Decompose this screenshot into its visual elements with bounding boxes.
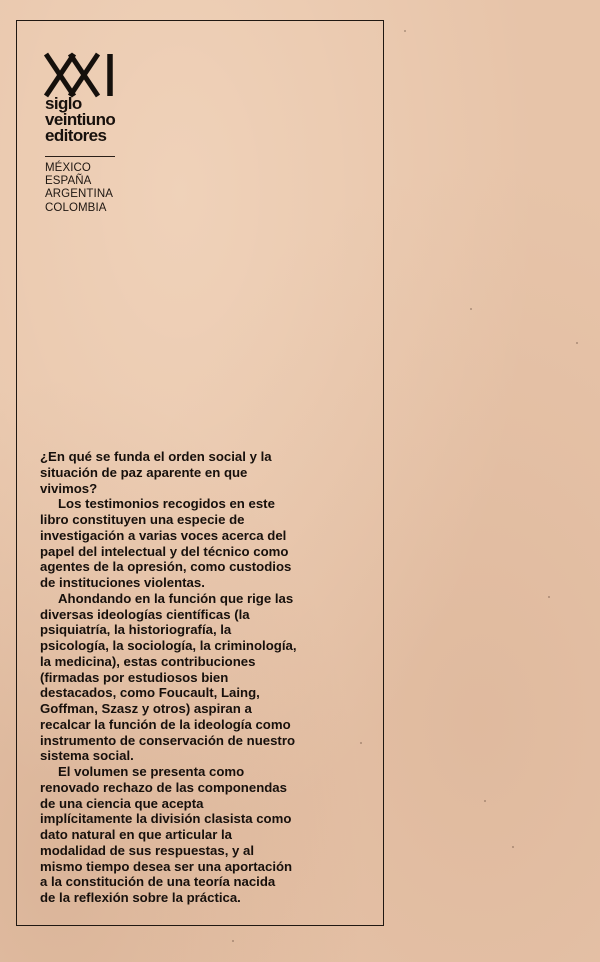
text-line: psiquiatría, la historiografía, la [40, 622, 232, 638]
paper-speck [232, 940, 234, 942]
text-line: vivimos? [40, 480, 98, 496]
text-line: Ahondando en la función que rige las [58, 590, 294, 606]
text-line: diversas ideologías científicas (la [40, 606, 250, 622]
paper-speck [512, 846, 514, 848]
text-line: de instituciones violentas. [40, 575, 205, 590]
location-item: ARGENTINA [45, 188, 113, 201]
text-line: investigación a varias voces acerca del [40, 527, 287, 543]
location-item: COLOMBIA [45, 201, 107, 214]
text-line: situación de paz aparente en que [40, 464, 248, 480]
paper-speck [484, 800, 486, 802]
text-line: mismo tiempo desea ser una aportación [40, 858, 293, 874]
text-line: implícitamente la división clasista como [40, 811, 292, 827]
book-description [40, 449, 360, 906]
text-line: agentes de la opresión, como custodios [40, 559, 292, 575]
text-line: de la reflexión sobre la práctica. [40, 890, 241, 905]
publisher-name [45, 96, 115, 144]
text-line: renovado rechazo de las componendas [40, 779, 287, 795]
location-item: MÉXICO [45, 162, 91, 174]
publisher-name-line: veintiuno [45, 110, 116, 129]
location-item: ESPAÑA [45, 175, 92, 188]
publisher-locations [45, 162, 113, 215]
paper-speck [576, 342, 578, 344]
siglo-xxi-logo-icon [44, 52, 118, 98]
text-line: psicología, la sociología, la criminología, [40, 638, 297, 653]
text-line: modalidad de sus respuestas, y al [40, 842, 255, 858]
text-line: a la constitución de una teoría nacida [40, 874, 276, 890]
description-paragraph [40, 449, 360, 496]
text-line: destacados, como Foucault, Laing, [40, 685, 260, 701]
description-paragraph [40, 591, 360, 764]
text-line: instrumento de conservación de nuestro [40, 732, 296, 748]
text-line: la medicina), estas contribuciones [40, 653, 256, 669]
divider [45, 156, 115, 157]
text-line: recalcar la función de la ideología como [40, 716, 291, 732]
text-line: papel del intelectual y del técnico como [40, 543, 289, 559]
text-line: (firmadas por estudiosos bien [40, 669, 229, 685]
paper-speck [470, 308, 472, 310]
text-line: Goffman, Szasz y otros) aspiran a [40, 701, 252, 716]
publisher-name-line: editores [45, 126, 107, 145]
publisher-name-line: siglo [45, 94, 82, 113]
text-line: de una ciencia que acepta [40, 795, 204, 811]
text-line: Los testimonios recogidos en este [58, 496, 275, 512]
description-paragraph [40, 496, 360, 591]
description-paragraph [40, 764, 360, 906]
text-line: El volumen se presenta como [58, 764, 245, 779]
paper-speck [404, 30, 406, 32]
text-line: sistema social. [40, 748, 134, 764]
text-line: libro constituyen una especie de [40, 512, 245, 527]
text-line: dato natural en que articular la [40, 827, 232, 842]
text-line: ¿En qué se funda el orden social y la [40, 449, 272, 464]
paper-speck [548, 596, 550, 598]
paper-speck [360, 742, 362, 744]
